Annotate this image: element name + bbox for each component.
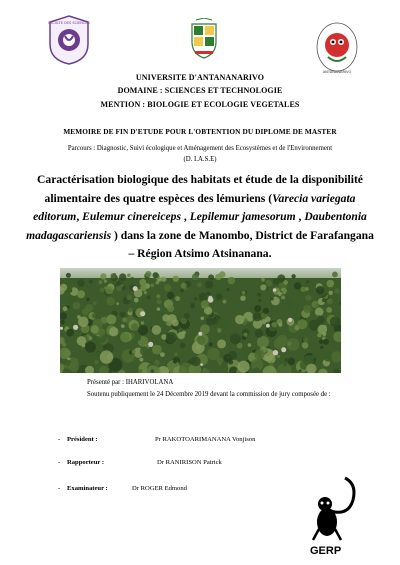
list-bullet: - [58,485,61,492]
parcours-block [30,143,370,165]
faculte-logo-text: FACULTÉ DES SCIENCES [48,21,90,25]
species-eulemur: Eulemur cinereiceps [82,210,181,224]
title-sep: , [76,210,83,224]
species-varecia: Varecia variegata editorum [33,191,356,224]
role-label: Rapporteur [67,459,101,466]
forest-canopy-photo [60,268,341,373]
role-label: Président [67,436,94,443]
thesis-title [22,171,378,264]
mention-logo-text: ANTANANARIVO [322,70,352,74]
parcours-line: Parcours : Diagnostic, Suivi écologique et Aménagement des Ecosystèmes et de l'Environnement [67,145,333,152]
jury-name: Dr ROGER Edmond [132,485,187,492]
role-sep: : [100,459,105,466]
mention-line: MENTION : BIOLOGIE ET ECOLOGIE VEGETALES [100,100,300,109]
title-sep: , [180,210,190,224]
title-part2: ) dans la zone de Manombo, District de Farafangana – Région Atsimo Atsinanana. [111,228,374,261]
university-name: UNIVERSITE D'ANTANANARIVO [135,73,265,82]
presented-by: Présenté par : IHARIVOLANA [87,379,174,386]
title-part1: Caractérisation biologique des habitats et étude de la disponibilité alimentaire des quatre espèces des lémuriens ( [37,173,363,205]
parcours-abbrev: (D. I.A.S.E) [183,156,217,163]
species-lepilemur: Lepilemur jamesorum [189,210,296,224]
jury-role [67,436,98,443]
role-sep: : [103,485,108,492]
title-sep: , [295,210,305,224]
universite-crest-logo [189,18,219,60]
role-label: Examinateur [67,485,104,492]
mention-bev-logo [315,19,359,77]
domain-line: DOMAINE : SCIENCES ET TECHNOLOGIE [117,86,283,95]
gerp-logo-text: GERP [310,545,342,557]
list-bullet: - [58,459,61,466]
jury-name: Pr RAKOTOARIMANANA Vonjison [155,436,256,443]
list-bullet: - [58,436,61,443]
faculte-sciences-logo [48,14,90,66]
species-daubentonia: Daubentonia madagascariensis [26,210,367,242]
memoire-line: MEMOIRE DE FIN D'ETUDE POUR L'OBTENTION DU DIPLOME DE MASTER [63,127,337,136]
role-sep: : [93,436,98,443]
jury-role [67,459,104,466]
jury-name: Dr RANIRISON Patrick [157,459,222,466]
jury-role [67,485,108,492]
defense-statement: Soutenu publiquement le 24 Décembre 2019 devant la commission de jury composée de : [87,391,331,398]
